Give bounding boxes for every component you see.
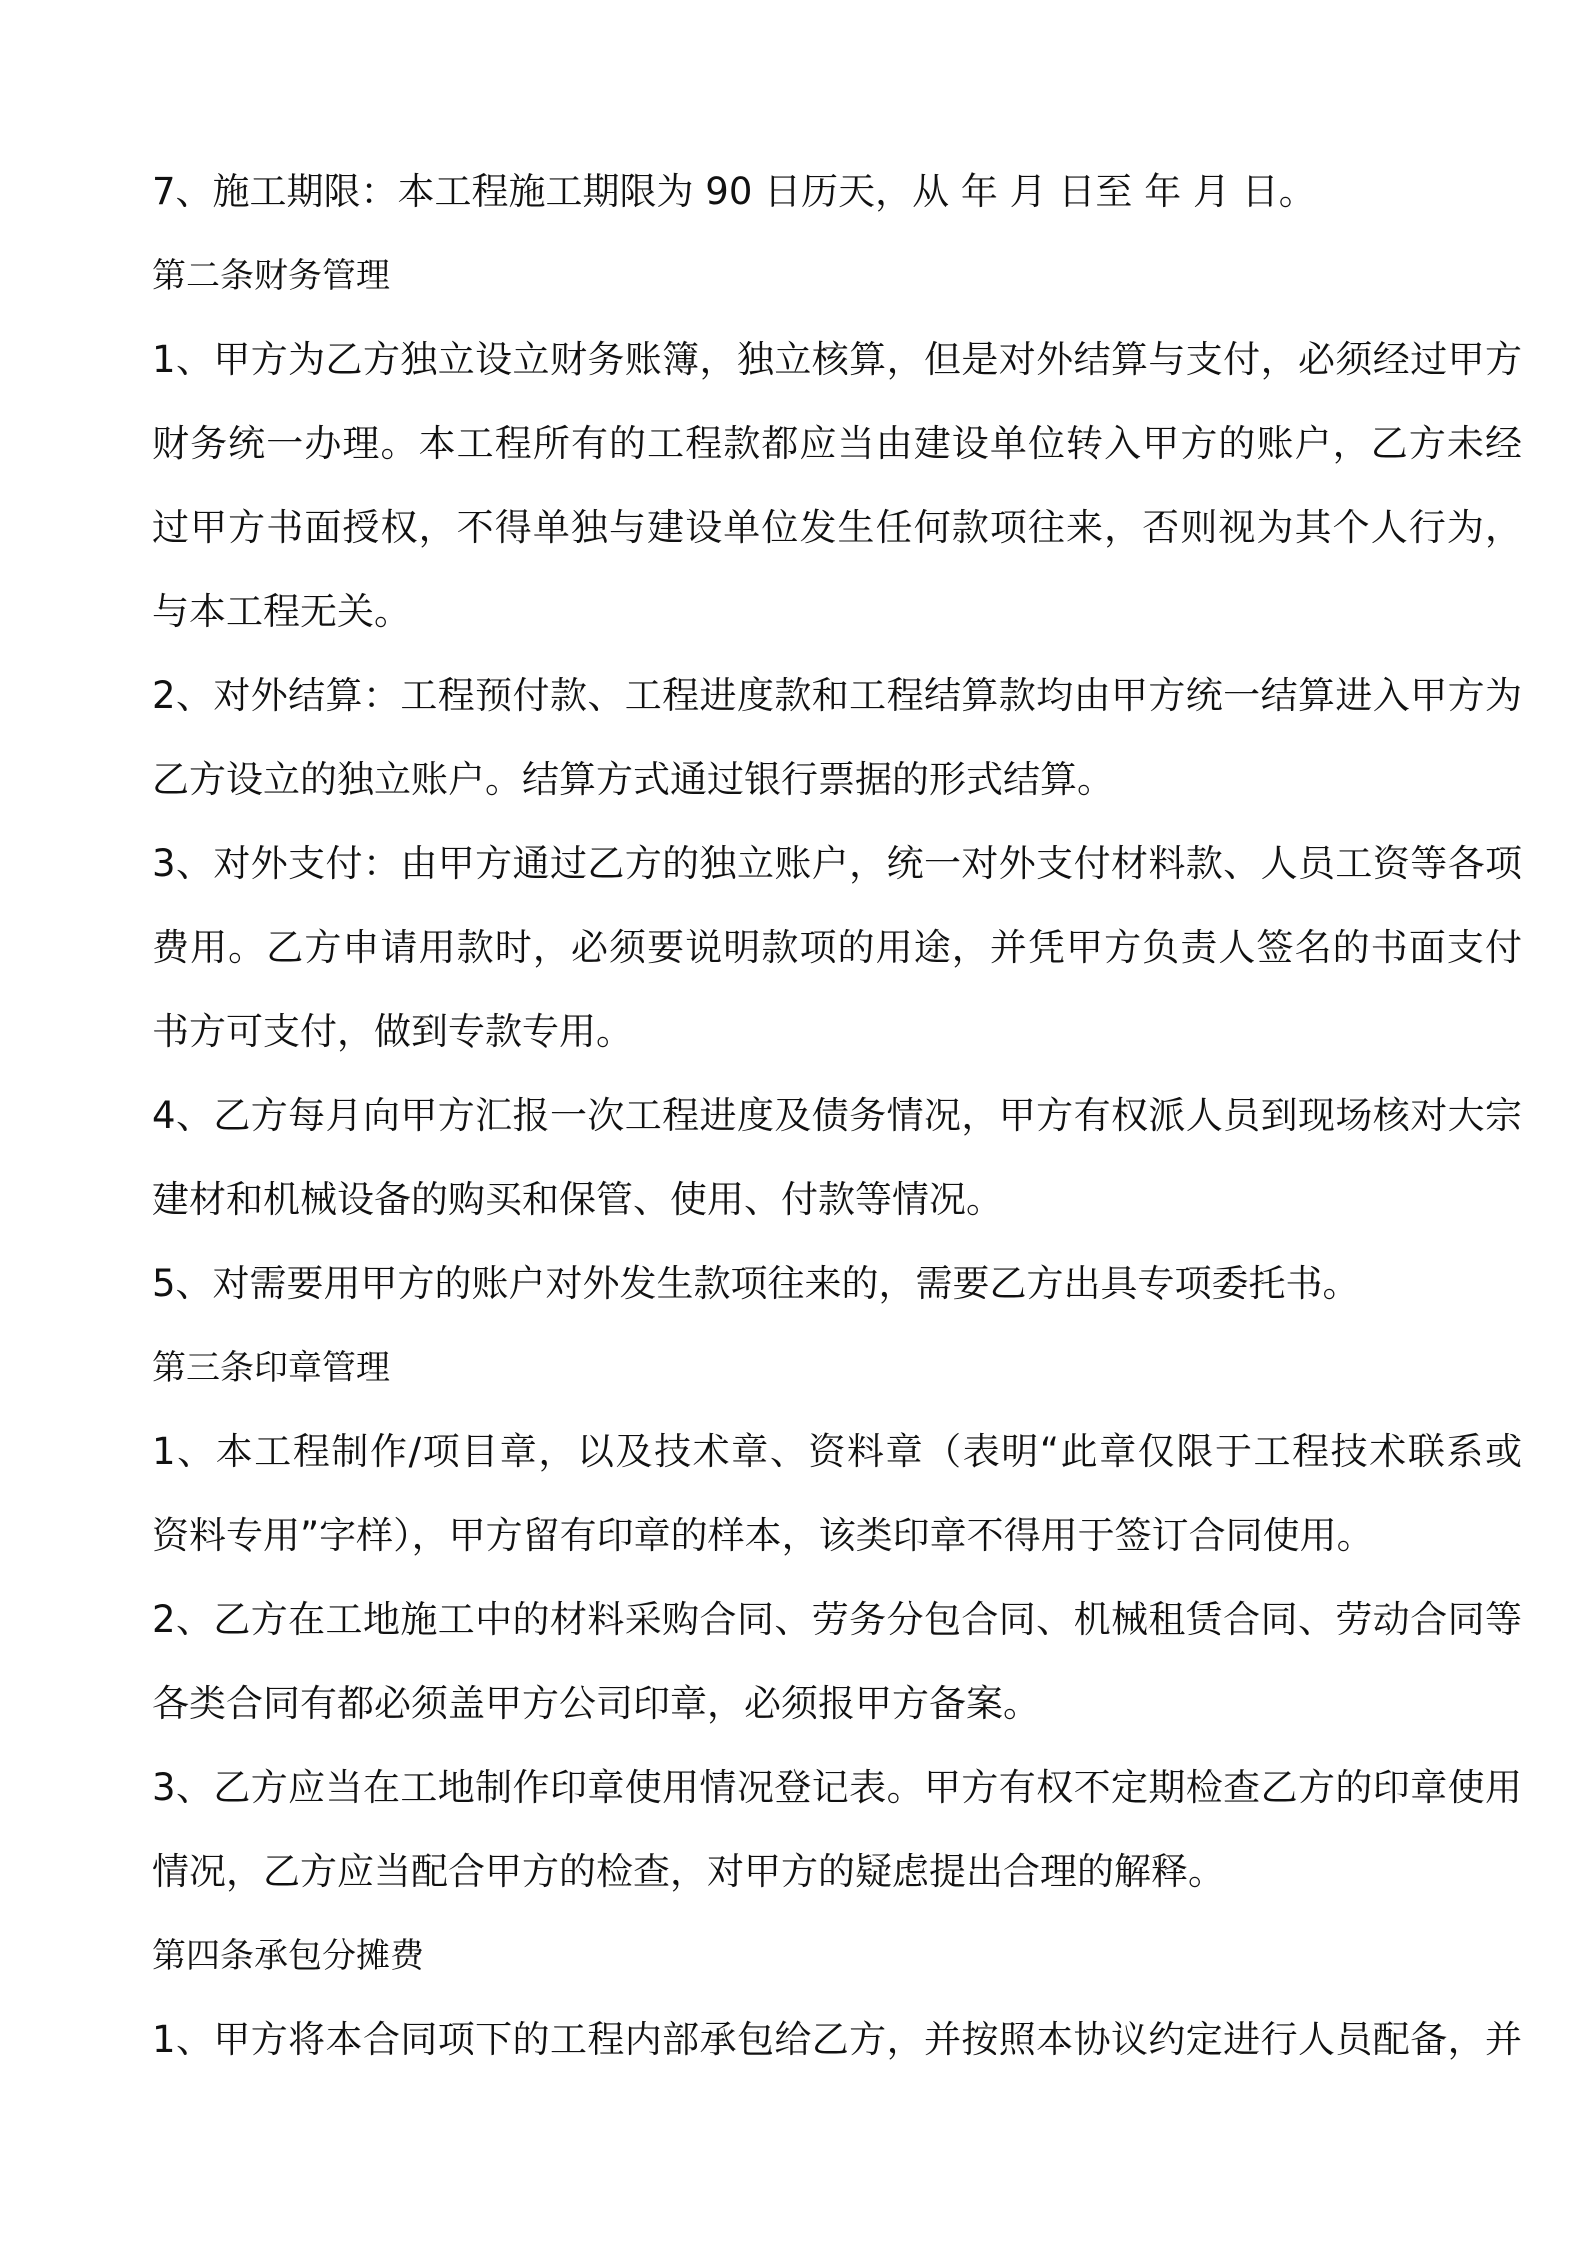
paragraph-line: 情况，乙方应当配合甲方的检查，对甲方的疑虑提出合理的解释。 (152, 1850, 1225, 1893)
paragraph-line: 1、本工程制作/项目章，以及技术章、资料章（表明“此章仅限于工程技术联系或 (152, 1430, 1522, 1473)
paragraph-line: 4、乙方每月向甲方汇报一次工程进度及债务情况，甲方有权派人员到现场核对大宗 (152, 1094, 1522, 1137)
paragraph-line: 1、甲方将本合同项下的工程内部承包给乙方，并按照本协议约定进行人员配备，并 (152, 2018, 1522, 2061)
paragraph-line: 乙方设立的独立账户。结算方式通过银行票据的形式结算。 (152, 758, 1114, 801)
paragraph-line: 书方可支付，做到专款专用。 (152, 1010, 633, 1053)
clause-construction-period: 7、施工期限：本工程施工期限为 90 日历天，从 年 月 日至 年 月 日。 (152, 170, 1316, 213)
paragraph-line: 费用。乙方申请用款时，必须要说明款项的用途，并凭甲方负责人签名的书面支付 (152, 926, 1522, 969)
paragraph-line: 与本工程无关。 (152, 590, 411, 633)
document-page (152, 150, 1522, 2082)
paragraph-line: 3、对外支付：由甲方通过乙方的独立账户，统一对外支付材料款、人员工资等各项 (152, 842, 1522, 885)
paragraph-line: 过甲方书面授权，不得单独与建设单位发生任何款项往来，否则视为其个人行为， (152, 506, 1522, 549)
paragraph-line: 资料专用”字样），甲方留有印章的样本，该类印章不得用于签订合同使用。 (152, 1514, 1374, 1557)
paragraph-line: 2、乙方在工地施工中的材料采购合同、劳务分包合同、机械租赁合同、劳动合同等 (152, 1598, 1522, 1641)
article-2-heading: 第二条财务管理 (152, 256, 390, 296)
paragraph-line: 2、对外结算：工程预付款、工程进度款和工程结算款均由甲方统一结算进入甲方为 (152, 674, 1522, 717)
paragraph-line: 财务统一办理。本工程所有的工程款都应当由建设单位转入甲方的账户，乙方未经 (152, 422, 1522, 465)
paragraph-line: 5、对需要用甲方的账户对外发生款项往来的，需要乙方出具专项委托书。 (152, 1262, 1360, 1305)
paragraph-line: 建材和机械设备的购买和保管、使用、付款等情况。 (152, 1178, 1003, 1221)
paragraph-line: 3、乙方应当在工地制作印章使用情况登记表。甲方有权不定期检查乙方的印章使用 (152, 1766, 1522, 1809)
article-3-heading: 第三条印章管理 (152, 1348, 390, 1388)
paragraph-line: 1、甲方为乙方独立设立财务账簿，独立核算，但是对外结算与支付，必须经过甲方 (152, 338, 1522, 381)
paragraph-line: 各类合同有都必须盖甲方公司印章，必须报甲方备案。 (152, 1682, 1040, 1725)
article-4-heading: 第四条承包分摊费 (152, 1936, 424, 1976)
